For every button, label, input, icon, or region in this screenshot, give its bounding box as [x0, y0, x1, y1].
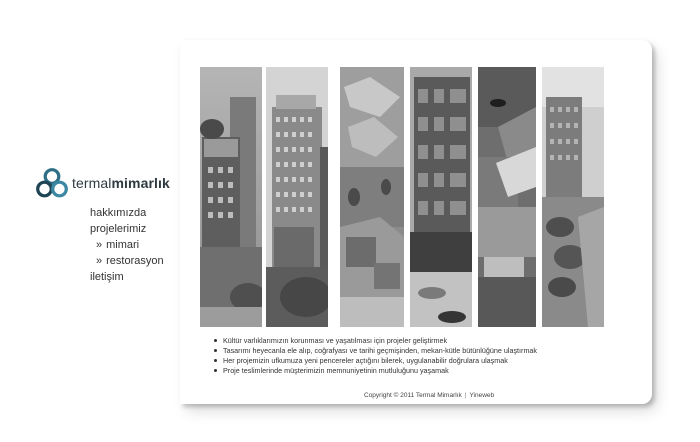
nav-item-label: iletişim: [90, 271, 124, 283]
brand-name: [72, 175, 170, 191]
nav-item-label: projelerimiz: [90, 223, 147, 235]
gallery-image-tower-street[interactable]: [410, 67, 472, 327]
bullet-icon: [214, 369, 217, 372]
nav-item-mimari[interactable]: [90, 237, 164, 253]
gallery-image-terraced-building[interactable]: [542, 67, 604, 327]
nav-item-label: hakkımızda: [90, 207, 147, 219]
bullet-icon: [214, 349, 217, 352]
list-item: [214, 366, 537, 376]
tower-street-render: [410, 67, 472, 327]
nav-item-label: restorasyon: [106, 255, 164, 267]
list-item-text: Proje teslimlerinde müşterimizin memnuniyetinin mutluluğunu yaşamak: [223, 366, 449, 375]
credit-link[interactable]: Yineweb: [469, 392, 495, 399]
list-item: [214, 336, 537, 346]
nav-item-projelerimiz[interactable]: [90, 221, 164, 237]
brand-name-light: termal: [72, 175, 112, 191]
footer: [364, 392, 494, 399]
list-item-text: Kültür varlıklarımızın korunması ve yaşatılması için projeler geliştirmek: [223, 336, 448, 345]
double-chevron-right-icon: »: [96, 255, 103, 267]
three-circle-logo-icon: [36, 168, 68, 198]
gallery-image-tall-building[interactable]: [200, 67, 262, 327]
bullet-icon: [214, 339, 217, 342]
main-nav: [90, 205, 164, 285]
list-item: [214, 346, 537, 356]
brand-name-bold: mimarlık: [111, 175, 170, 191]
gallery-image-campus-aerial[interactable]: [340, 67, 404, 327]
nav-item-label: mimari: [106, 239, 140, 251]
campus-aerial-render: [340, 67, 404, 327]
mission-list: [214, 336, 537, 376]
list-item: [214, 356, 537, 366]
list-item-text: Her projemizin ufkumuza yeni pencereler açtığını bilerek, uygulanabilir doğrulara ulaşmak: [223, 356, 508, 365]
double-chevron-right-icon: »: [96, 239, 103, 251]
terraced-building-render: [542, 67, 604, 327]
list-item-text: Tasarımı heyecanla ele alıp, coğrafyası ve tarihi geçmişinden, mekan-kütle bütünlüğüne ulaştırmak: [223, 346, 538, 355]
gallery-image-office-block[interactable]: [266, 67, 328, 327]
tall-building-photo: [200, 67, 262, 327]
footer-separator: |: [464, 392, 467, 399]
hillside-site-aerial: [478, 67, 536, 327]
brand-logo[interactable]: [36, 168, 170, 198]
copyright-text: Copyright © 2011 Termal Mimarlık: [364, 392, 462, 399]
nav-item-iletisim[interactable]: [90, 269, 164, 285]
nav-item-hakkimizda[interactable]: [90, 205, 164, 221]
office-block-photo: [266, 67, 328, 327]
nav-item-restorasyon[interactable]: [90, 253, 164, 269]
gallery-image-hillside-site[interactable]: [478, 67, 536, 327]
bullet-icon: [214, 359, 217, 362]
